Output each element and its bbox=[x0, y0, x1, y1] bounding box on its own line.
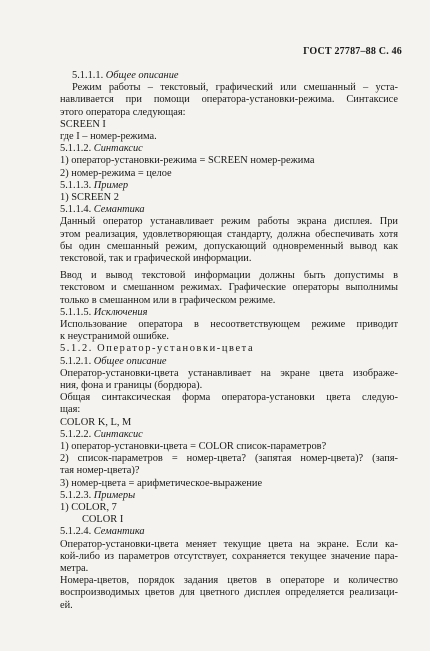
text-line: COLOR I bbox=[82, 514, 124, 526]
text-line: только в смешанном или в графическом режиме. bbox=[60, 294, 276, 306]
text-line: тая номер-цвета)? bbox=[60, 465, 140, 477]
text-line: Оператор-установки-цвета меняет текущие цвета на экране. Если ка- bbox=[60, 538, 398, 550]
section-number: 5.1.1.2. bbox=[60, 143, 94, 155]
text-line: COLOR K, L, M bbox=[60, 416, 132, 428]
text-line: 1) оператор-установки-цвета = COLOR список-параметров? bbox=[60, 440, 327, 452]
section-title: Примеры bbox=[93, 489, 136, 501]
section-heading bbox=[60, 204, 398, 216]
section-number: 5.1.1.3. bbox=[60, 179, 94, 191]
section-number: 5.1.2.2. bbox=[60, 428, 94, 440]
section-heading bbox=[60, 180, 398, 192]
text-line: Ввод и вывод текстовой информации должны быть допустимы в bbox=[60, 270, 398, 282]
text-line: где I – номер-режима. bbox=[60, 130, 157, 142]
section-heading bbox=[60, 429, 398, 441]
page-header: ГОСТ 27787–88 С. 46 bbox=[303, 46, 402, 57]
text-line: Оператор-установки-цвета устанавливает на экране цвета изображе- bbox=[60, 367, 398, 379]
section-title: Пример bbox=[93, 179, 129, 191]
section-heading bbox=[60, 143, 398, 155]
section-heading bbox=[60, 490, 398, 502]
text-line: текстовом и смешанном режимах. Графические операторы выполнимы bbox=[60, 282, 398, 294]
text-line: 1) SCREEN 2 bbox=[60, 192, 119, 203]
section-title: Семантика bbox=[93, 204, 145, 216]
section-title: Семантика bbox=[93, 526, 145, 538]
text-line: 1) COLOR, 7 bbox=[60, 501, 117, 513]
text-line: этого оператора следующая: bbox=[60, 106, 186, 118]
section-number: 5.1.1.5. bbox=[60, 306, 94, 318]
text-line: ния, фона и границы (бордюра). bbox=[60, 379, 203, 391]
text-line: кой-либо из параметров отсутствует, сохраняется текущее значение пара- bbox=[60, 550, 398, 562]
section-heading bbox=[60, 70, 398, 82]
text-line: воспроизводимых цветов для цветного дисплея определяется реализаци- bbox=[60, 587, 398, 599]
text-line: этом реализация, удовлетворяющая стандарту, должна обеспечивать хотя bbox=[60, 228, 398, 240]
section-heading bbox=[60, 356, 398, 368]
text-line: 1) оператор-установки-режима = SCREEN номер-режима bbox=[60, 155, 315, 167]
text-line: SCREEN I bbox=[60, 118, 106, 130]
section-title: Исключения bbox=[93, 306, 148, 318]
section-title: Синтаксис bbox=[93, 143, 143, 155]
text-line: щая: bbox=[60, 404, 81, 416]
text-line: ей. bbox=[60, 599, 73, 611]
text-line: Данный оператор устанавливает режим работы экрана дисплея. При bbox=[60, 216, 398, 228]
section-number: 5.1.2.3. bbox=[60, 489, 94, 501]
text-line: навливается при помощи оператора-установки-режима. Синтаксисе bbox=[60, 94, 398, 106]
section-heading bbox=[60, 526, 398, 538]
document-body bbox=[60, 70, 398, 612]
text-line: Номера-цветов, порядок задания цветов в операторе и количество bbox=[60, 575, 398, 587]
text-line: Использование оператора в несоответствующем режиме приводит bbox=[60, 318, 398, 330]
text-line: к неустранимой ошибке. bbox=[60, 331, 169, 343]
text-line: 3) номер-цвета = арифметическое-выражение bbox=[60, 477, 263, 489]
text-line: метра. bbox=[60, 562, 89, 574]
section-number: 5.1.1.1. bbox=[72, 70, 106, 81]
text-line: 2) список-параметров = номер-цвета? (запятая номер-цвета)? (запя- bbox=[60, 453, 398, 465]
section-heading bbox=[60, 307, 398, 319]
text-line: Общая синтаксическая форма оператора-установки цвета следую- bbox=[60, 392, 398, 404]
text-line: бы один смешанный режим, допускающий одновременный вывод как bbox=[60, 240, 398, 252]
section-number: 5.1.2.4. bbox=[60, 526, 94, 538]
section-title: Общее описание bbox=[105, 70, 179, 81]
text-line: Режим работы – текстовый, графический или смешанный – уста- bbox=[72, 82, 398, 94]
section-number: 5.1.1.4. bbox=[60, 204, 94, 216]
section-title: Общее описание bbox=[93, 355, 167, 367]
text-line: 5.1.2. Оператор-установки-цвета bbox=[60, 343, 255, 355]
section-number: 5.1.2.1. bbox=[60, 355, 94, 367]
section-title: Синтаксис bbox=[93, 428, 143, 440]
text-line: 2) номер-режима = целое bbox=[60, 167, 172, 179]
text-line: текстовой, так и графической информации. bbox=[60, 252, 252, 264]
